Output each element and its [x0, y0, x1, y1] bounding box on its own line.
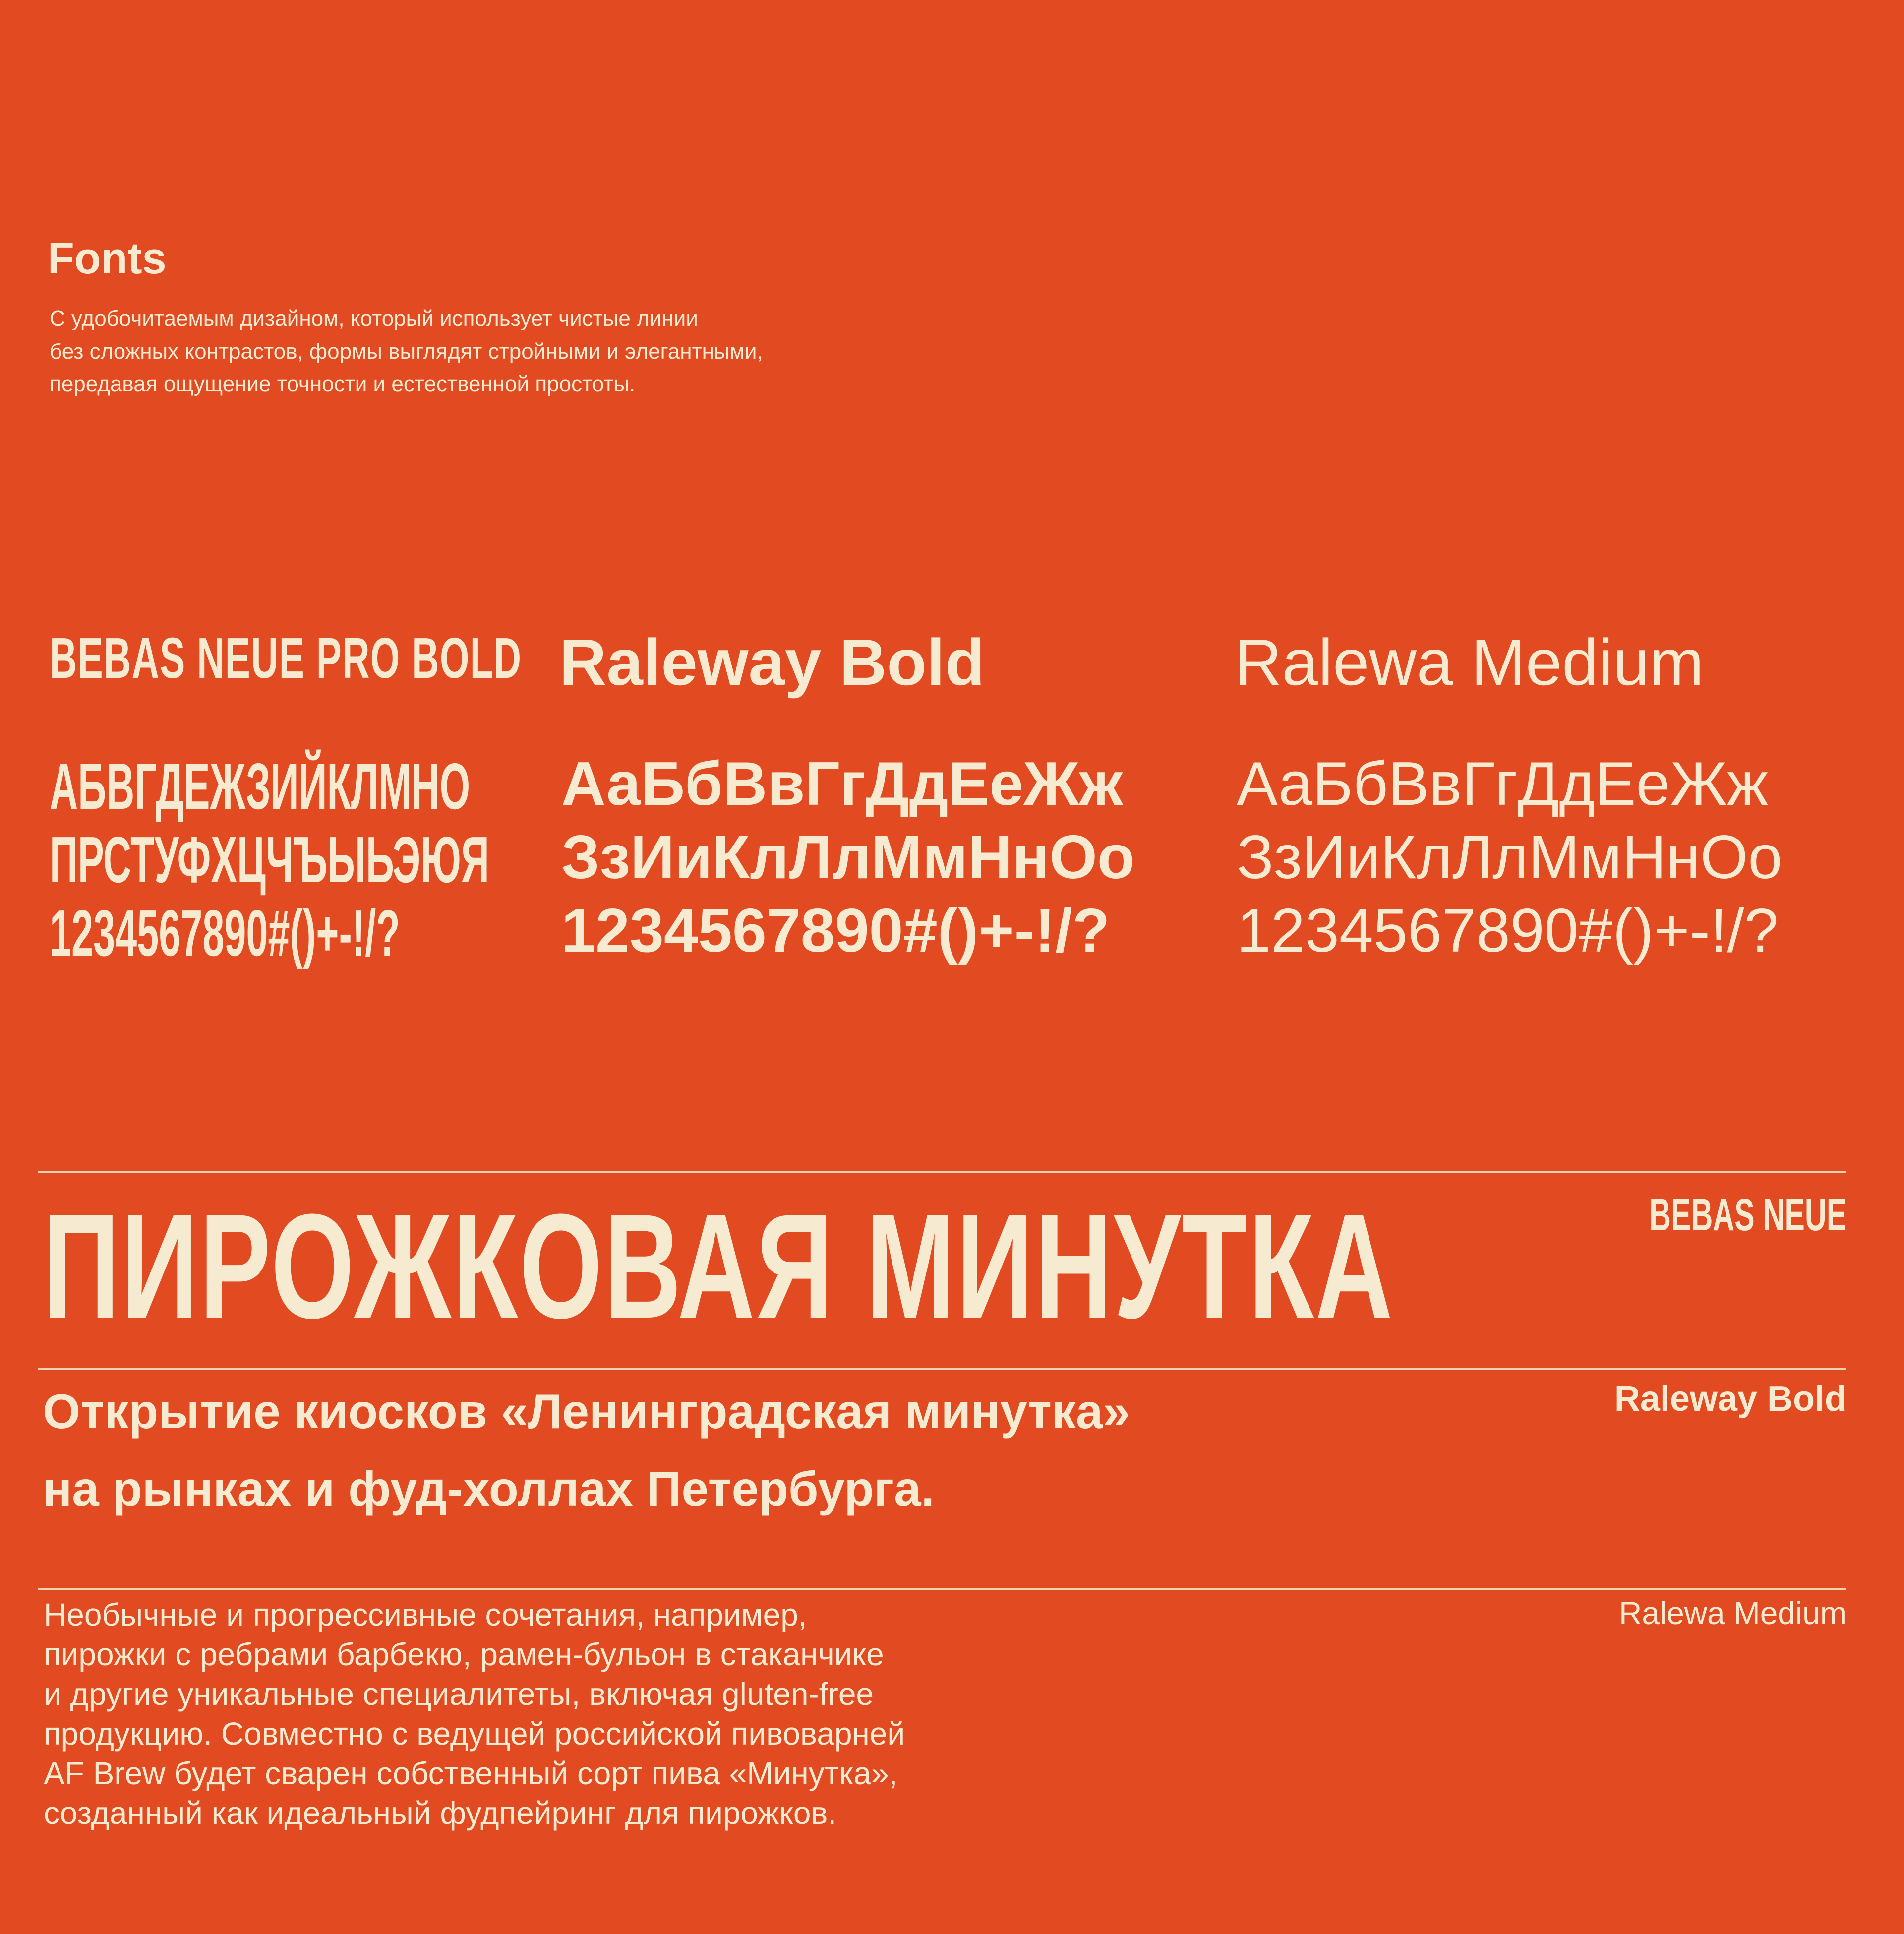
brand-sample: ПИРОЖКОВАЯ МИНУТКА: [43, 1183, 1394, 1349]
glyph-set-raleway-bold: [561, 749, 1135, 969]
glyph-line: ЗзИиКлЛлМмНнОо: [561, 823, 1135, 892]
divider: [38, 1171, 1846, 1173]
body-line: и другие уникальные специалитеты, включая gluten-free: [44, 1676, 874, 1712]
page-title: Fonts: [48, 234, 167, 283]
glyph-line: ПРСТУФХЦЧЪЫЬЭЮЯ: [50, 823, 489, 896]
glyph-line: ЗзИиКлЛлМмНнОо: [1237, 823, 1783, 892]
headline-sample: [43, 1373, 1130, 1527]
headline-line: Открытие киосков «Ленинградская минутка»: [43, 1384, 1130, 1439]
glyph-set-bebas: [50, 749, 489, 969]
divider: [38, 1368, 1846, 1370]
body-line: пирожки с ребрами барбекю, рамен-бульон в стаканчике: [44, 1636, 884, 1672]
intro-line: передавая ощущение точности и естественной простоты.: [50, 372, 636, 396]
glyph-line: АаБбВвГгДдЕеЖж: [1237, 750, 1768, 818]
body-line: AF Brew будет сварен собственный сорт пива «Минутка»,: [44, 1755, 898, 1791]
glyph-line: 1234567890#()+-!/?: [561, 897, 1110, 965]
font-label-raleway-bold: Raleway Bold: [1614, 1379, 1846, 1419]
glyph-line: АБВГДЕЖЗИЙКЛМНО: [50, 750, 471, 823]
glyph-line: 1234567890#()+-!/?: [50, 897, 400, 969]
font-label-bebas: BEBAS NEUE: [1649, 1190, 1846, 1240]
specimen-name-bebas: BEBAS NEUE PRO BOLD: [50, 626, 522, 690]
intro-line: С удобочитаемым дизайном, который использует чистые линии: [50, 306, 698, 331]
body-line: продукцию. Совместно с ведущей российской пивоварней: [44, 1716, 905, 1752]
headline-line: на рынках и фуд-холлах Петербурга.: [43, 1461, 935, 1516]
glyph-set-raleway-medium: [1237, 749, 1782, 969]
divider: [38, 1588, 1846, 1590]
intro-description: [50, 302, 763, 401]
body-line: Необычные и прогрессивные сочетания, например,: [44, 1597, 807, 1632]
body-line: созданный как идеальный фудпейринг для пирожков.: [44, 1795, 837, 1831]
glyph-line: 1234567890#()+-!/?: [1237, 897, 1779, 965]
specimen-name-raleway-medium: Ralewa Medium: [1235, 626, 1704, 699]
font-label-raleway-medium: Ralewa Medium: [1619, 1595, 1846, 1631]
intro-line: без сложных контрастов, формы выглядят стройными и элегантными,: [50, 339, 763, 363]
body-sample: [44, 1595, 905, 1833]
glyph-line: АаБбВвГгДдЕеЖж: [561, 750, 1123, 818]
specimen-name-raleway-bold: Raleway Bold: [559, 626, 985, 699]
